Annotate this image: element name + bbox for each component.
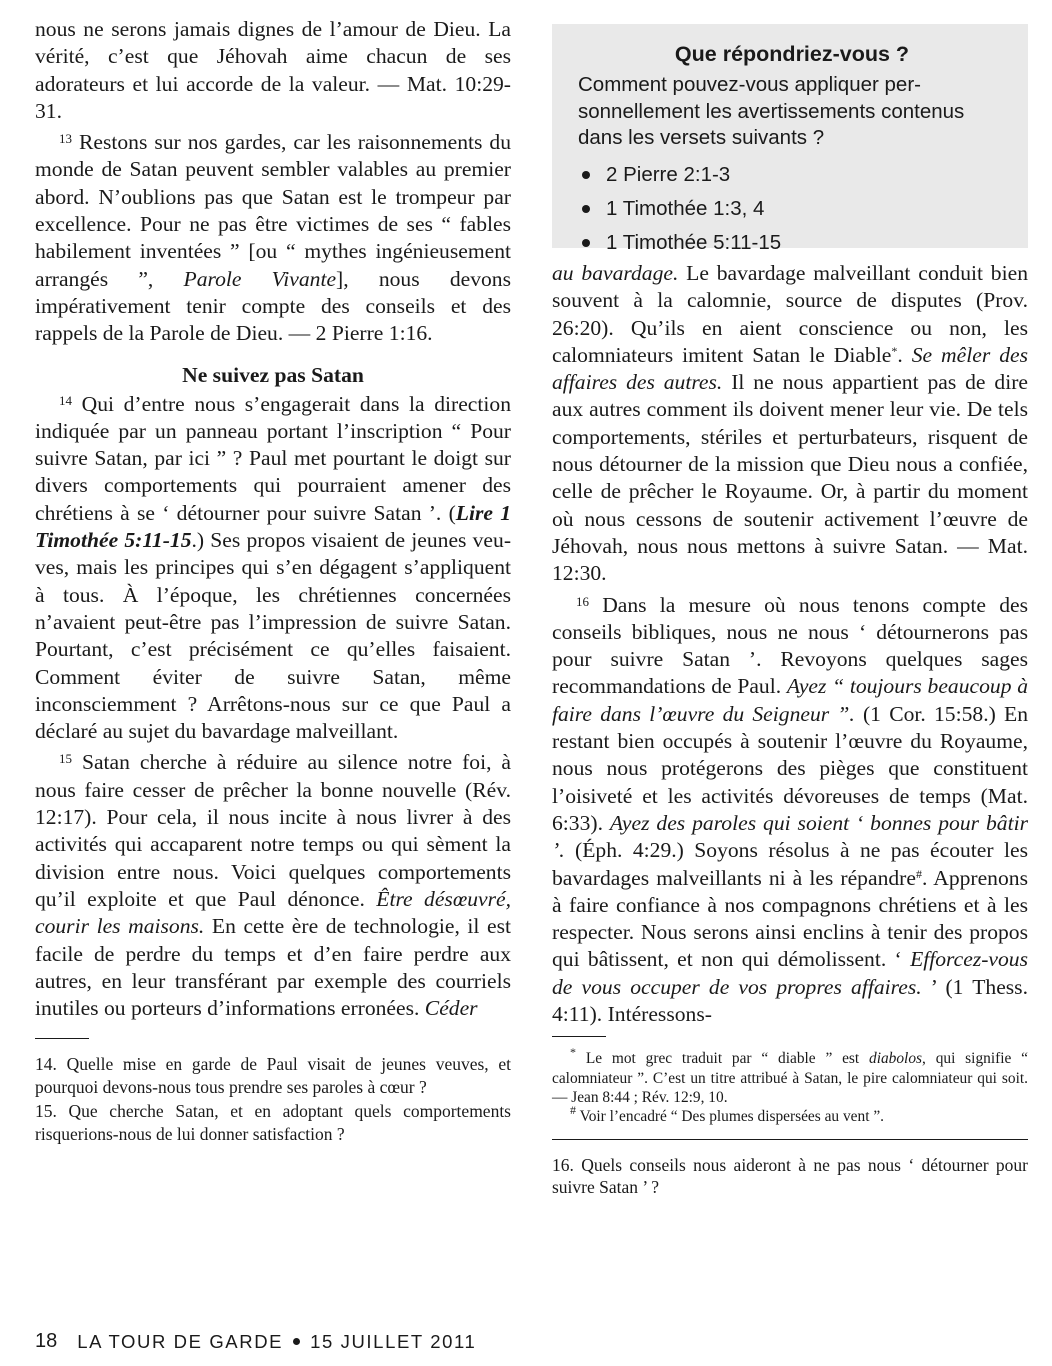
paragraph-text: ’ (1 Thess. 4:11). Intéressons- — [552, 974, 1028, 1027]
box-intro: Comment pouvez-vous appliquer personnellement les avertissements contenus dans les versets suivants ? — [578, 73, 965, 150]
study-question-16: 16. Quels conseils nous aideront à ne pas nous ‘ détourner pour suivre Satan ’ ? — [552, 1154, 1028, 1197]
italic-text: Ayez “ toujours beaucoup à faire dans l’œuvre du Seigneur ”. — [552, 674, 1029, 726]
paragraph-number: 16 — [576, 593, 589, 609]
paragraph-text: Il ne nous appartient pas de dire aux autres comment ils doivent mener leur vie. De tels comportements, stériles et perturbateurs, risquent de nous détourner de la mission que Dieu nous a confiée, celle de prêcher le Royaume. Or, à partir du moment où nous cessons de soutenir activement l’œuvre de Jéhovah, nous nous mettons à suivre Satan. — Mat. 12:30. — [552, 370, 1028, 586]
list-item-label: 2 Pierre 2:1-3 — [606, 162, 731, 186]
paragraph-text: En cette ère de technologie, il est facile de perdre du temps et d’en faire perdre aux autres, en leur transférant par exemple des courriels inutiles ou porteurs d’informations erronées. — [35, 914, 511, 1021]
bullet-icon — [582, 239, 590, 247]
issue-date: 15 JUILLET 2011 — [310, 1330, 477, 1352]
footnote-text: Le mot grec traduit par “ diable ” est — [576, 1050, 869, 1068]
bullet-icon — [582, 205, 590, 213]
scripture-list — [578, 158, 1006, 260]
paragraph-text: ], nous devons impérativement tenir compte des conseils et des rappels de la Parole de Dieu. — 2 Pierre 1:16. — [35, 266, 512, 346]
paragraph-13 — [35, 129, 511, 347]
paragraph-text: (Éph. 4:29.) Soyons résolus à ne pas écouter les bavardages malveillants ni à les répandre — [552, 838, 1028, 890]
paragraph-text: Satan cherche à réduire au silence notre foi, à nous faire cesser de prêcher la bonne nouvelle (Rév. 12:17). Pour cela, il nous incite à nous livrer à des activités qui accaparent notre temps ou qui sèment la division entre nous. Voici quelques comportements qu’il exploite et que Paul dénonce. — [35, 750, 511, 911]
paragraph-text: . Apprenons à faire confiance à nos compagnons chrétiens et à les respecter. Nous serons ainsi enclins à tenir des propos qui bâtissent, et non qui démolissent. ‘ — [552, 865, 1028, 972]
box-title: Que répondriez-vous ? — [674, 42, 910, 66]
paragraph-14 — [35, 391, 511, 746]
italic-text: Ayez des paroles qui soient ‘ bonnes pour bâtir ’. — [552, 810, 1028, 863]
italic-text: au bavardage. — [552, 261, 679, 285]
footnote-marker: # — [915, 866, 922, 881]
subheading: Ne suivez pas Satan — [182, 362, 364, 387]
list-item — [578, 158, 1006, 192]
paragraph-number: 13 — [59, 131, 72, 147]
study-question-14: 14. Quelle mise en garde de Paul visait de jeunes veuves, et pourquoi devons-nous tous prendre ses paroles à cœur ? — [35, 1054, 511, 1097]
paragraph-text: Dans la mesure où nous tenons compte des conseils bibliques, nous ne nous ‘ détournerons pas pour suivre Satan ’. Revoyons quelques sages recommandations de Paul. — [552, 592, 1028, 699]
footnote-marker: * — [570, 1045, 576, 1060]
footnote-divider — [552, 1139, 1028, 1140]
list-item — [578, 226, 1006, 260]
footnote-marker: * — [891, 343, 898, 358]
italic-text: diabolos — [869, 1050, 923, 1068]
page-footer — [35, 1330, 476, 1353]
footnote-box-reference — [552, 1103, 1028, 1126]
paragraph-text: Le bavardage malveillant conduit bien souvent à la calomnie, source de disputes (Prov. 26:20). Qu’ils en aient conscience ou non, les calomniateurs imitent Satan le Diable — [552, 261, 1028, 367]
paragraph-number: 14 — [59, 392, 72, 408]
footnote-marker: # — [570, 1103, 576, 1118]
paragraph-text: Restons sur nos gardes, car les raisonnements du monde de Satan peuvent sembler valables au premier abord. N’oublions pas que Satan est le trompeur par excellence. Pour ne pas être victimes de ses “ fables habilement inventées ” [ou “ mythes ingénieusement arrangés ”, — [35, 130, 511, 291]
publication-title: LA TOUR DE GARDE — [77, 1330, 284, 1352]
footnote-text: Voir l’encadré “ Des plumes dispersées au vent ”. — [576, 1108, 884, 1126]
separator-dot-icon — [293, 1338, 300, 1345]
paragraph-number: 15 — [59, 751, 72, 767]
list-item — [578, 192, 1006, 226]
right-column — [552, 16, 1028, 1198]
bullet-icon — [582, 171, 590, 179]
italic-text: Céder — [424, 996, 478, 1021]
paragraph-15-continued — [552, 260, 1028, 588]
italic-text: Efforcez-vous de vous occuper de vos propres affaires. — [552, 947, 1028, 999]
list-item-label: 1 Timothée 5:11-15 — [606, 230, 782, 254]
review-box — [552, 24, 1028, 254]
paragraph-text: (1 Cor. 15:58.) En restant bien occupés à soutenir l’œuvre du Royaume, nous nous protégerons des pièges que constituent l’oisiveté et les activités dévoreuses de temps (Mat. 6:33). — [552, 701, 1028, 835]
paragraph-15 — [35, 749, 511, 1022]
paragraph-12-end: nous ne serons jamais dignes de l’amour de Dieu. La vérité, c’est que Jéhovah aime chacun de ses adorateurs et lui accorde de la valeur. — Mat. 10:29-31. — [35, 17, 511, 123]
paragraph-text: . — [897, 342, 912, 367]
paragraph-text: .) Ses propos visaient de jeunes veuves, mais les principes qui s’en dégagent s’appliquent à tous. À l’époque, les chrétiennes concernées n’avaient peut-être pas l’impression de suivre Satan. Pourtant, c’est précisément ce qu’elles faisaient. Comment éviter de suivre Satan, même inconsciemment ? Arrêtons-nous sur ce que Paul a déclaré au sujet du bavardage malveillant. — [35, 528, 512, 744]
footnote-text: , qui signifie “ calomniateur ”. C’est un titre attribué à Satan, le pire calomniateur qui soit. — Jean 8:44 ; Rév. 12:9, 10. — [552, 1050, 1028, 1106]
study-question-15: 15. Que cherche Satan, et en adoptant quels comportements risquerions-nous de lui donner satisfaction ? — [35, 1101, 511, 1144]
page-number: 18 — [35, 1330, 58, 1352]
scripture-reference: 1 Timothée 5:11-15 — [35, 500, 511, 553]
footnote-divider — [35, 1038, 89, 1039]
italic-text: Parole Vivante — [183, 266, 337, 291]
italic-text: Être désœuvré, courir les maisons. — [35, 886, 511, 939]
read-label: Lire — [455, 500, 493, 525]
footnote-divider — [552, 1036, 606, 1037]
italic-text: Se mêler des affaires des autres. — [552, 342, 1028, 395]
footnote-diabolos — [552, 1045, 1028, 1107]
paragraph-16 — [552, 592, 1028, 1029]
list-item-label: 1 Timothée 1:3, 4 — [606, 196, 765, 220]
left-column — [35, 16, 511, 1145]
paragraph-text: Qui d’entre nous s’engagerait dans la direction indiquée par un panneau portant l’inscription “ Pour suivre Satan, par ici ” ? Paul met pourtant le doigt sur divers comportements qui pourraient amener des chrétiens à se ‘ détourner pour suivre Satan ’. ( — [35, 391, 511, 525]
